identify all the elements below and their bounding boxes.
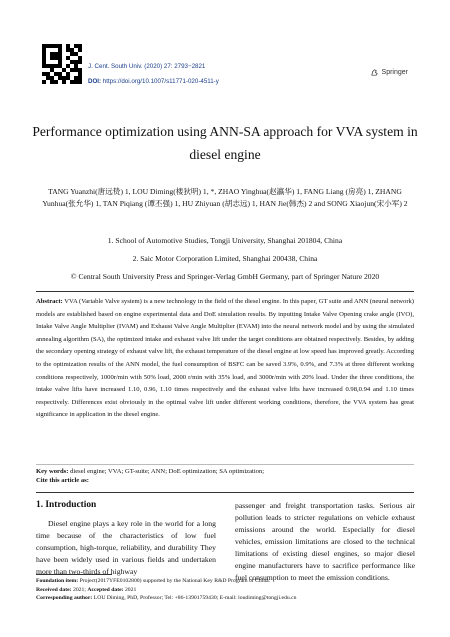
introduction-left-column: Diesel engine plays a key role in the world for a long time because of the characteristics of low fuel consumption, high-torque, reliability, and durability They have been widely used in various fields and undertaken more than two-thirds of highway: [36, 519, 216, 576]
cite-label: Cite this article as:: [36, 477, 89, 484]
keywords: [36, 467, 414, 477]
journal-citation-line: J. Cent. South Univ. (2020) 27: 2793−2821: [88, 63, 206, 70]
received-label: Received date:: [36, 586, 72, 593]
corresponding-text: LOU Diming, PhD, Professor; Tel: +86-13901759430; E-mail: loudiming@tongji.edu.cn: [93, 595, 297, 602]
author-list: TANG Yuanzhi(唐远贽) 1, LOU Diming(楼狄明) 1, *, ZHAO Yinghua(赵瀛华) 1, FANG Liang (房亮) 1, ZHANG Yunhua(张允华) 1, TAN Piqiang (谭丕强) 1, HU Zhiyuan (胡志远) 1, HAN Jie(韩杰) 2 and SONG Xiaojun(宋小军) 2: [42, 187, 408, 209]
affiliation-2: 2. Saic Motor Corporation Limited, Shanghai 200438, China: [132, 254, 318, 263]
springer-horse-icon: [370, 68, 379, 77]
abstract: [36, 296, 414, 422]
keywords-label: Key words:: [36, 468, 69, 475]
doi-link[interactable]: https://doi.org/10.1007/s11771-020-4511-y: [102, 78, 219, 85]
introduction-right-column: passenger and freight transportation tasks. Serious air pollution leads to stricter regulations on vehicle exhaust emissions around the world. Especially for diesel vehicles, emission limitations are closed to the technical limitations of existing diesel engines, so major diesel engine manufacturers have to sacrifice performance like fuel consumption to meet the emission conditions.: [235, 501, 415, 582]
received-text: 2021;: [72, 586, 88, 593]
copyright-line: © Central South University Press and Springer-Verlag GmbH Germany, part of Springer Nature 2020: [70, 272, 380, 281]
doi-label: DOI:: [88, 78, 102, 85]
qr-code-icon: [42, 44, 82, 84]
affiliation-1: 1. School of Automotive Studies, Tongji University, Shanghai 201804, China: [107, 236, 343, 245]
footnote-divider: [36, 574, 112, 575]
keywords-text: diesel engine; VVA; GT-suite; ANN; DoE optimization; SA optimization;: [70, 468, 265, 475]
foundation-text: Project(2017YFE0102800) supported by the National Key R&D Program of China.: [79, 578, 271, 584]
paper-title: Performance optimization using ANN-SA approach for VVA system in diesel engine: [32, 124, 418, 162]
corresponding-label: Corresponding author:: [36, 595, 93, 602]
divider: [36, 464, 414, 465]
divider: [36, 291, 414, 292]
divider: [36, 492, 414, 493]
abstract-label: Abstract:: [36, 298, 63, 305]
accepted-label: Accepted date:: [87, 586, 124, 593]
section-heading-introduction: 1. Introduction: [36, 500, 97, 510]
publisher-name: Springer: [381, 69, 408, 76]
foundation-note: [36, 577, 416, 586]
foundation-label: Foundation item:: [36, 578, 79, 584]
dates-note: [36, 586, 416, 595]
corresponding-note: [36, 594, 416, 603]
footnotes: [36, 577, 416, 603]
doi-line[interactable]: [88, 78, 219, 85]
accepted-text: 2021: [124, 586, 137, 593]
publisher-logo: [370, 68, 408, 77]
abstract-text: VVA (Variable Valve system) is a new technology in the field of the diesel engine. In this paper, GT suite and ANN (neural network) models are established based on engine experimental data and DoE simulation results. By inputting Intake Valve Opening crake angle (IVO), Intake Valve Angle Multiplier (IVAM) and Exhaust Valve Angle Multiplier (EVAM) into the neural network model and by using the simulated annealing algorithm (SA), the optimized intake and exhaust valve lift under the target conditions are obtained respectively. Besides, by adding the secondary opening strategy of exhaust valve lift, the exhaust temperature of the diesel engine at low speed has improved greatly. According to the optimization results of the ANN model, the fuel consumption of BSFC can be saved 3.9%, 0.9%, and 7.3% at three different working conditions respectively, 1000r/min with 50% load, 2000 r/min with 35% load, and 3000r/min with 20% load. Under the three conditions, the intake valve lifts have increased 1.10, 0.96, 1.10 times respectively and the exhaust valve lifts have increased 0.98,0.94 and 1.10 times respectively. Differences exist obviously in the optimal valve lift under different working conditions, therefore, the VVA system has great significance in application in the diesel engine.: [36, 298, 415, 419]
